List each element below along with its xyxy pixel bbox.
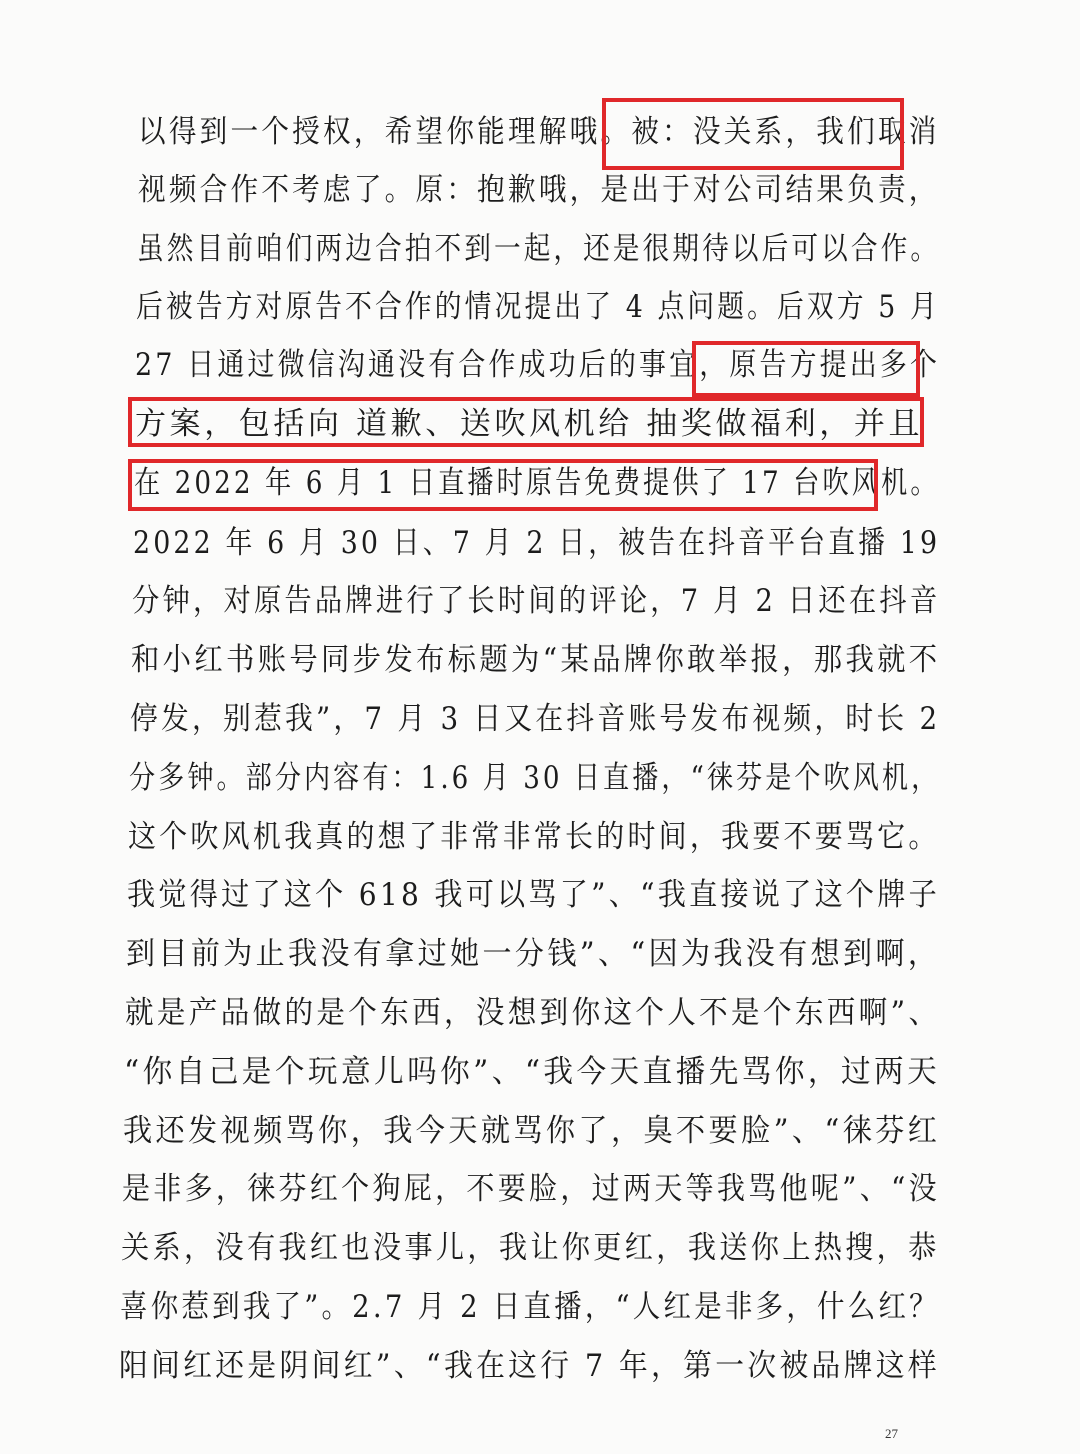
text-line-3: 虽然目前咱们两边合拍不到一起，还是很期待以后可以合作。 xyxy=(137,231,941,267)
text-line-11: 停发，别惹我”，7 月 3 日又在抖音账号发布视频，时长 2 xyxy=(130,701,941,737)
text-line-16: 就是产品做的是个东西，没想到你这个人不是个东西啊”、 xyxy=(125,995,941,1031)
text-line-12: 分多钟。部分内容有：1.6 月 30 日直播，“徕芬是个吹风机， xyxy=(129,760,941,796)
text-line-19: 是非多，徕芬红个狗屁，不要脸，过两天等我骂他呢”、“没 xyxy=(122,1171,940,1207)
text-line-18: 我还发视频骂你，我今天就骂你了，臭不要脸”、“徕芬红 xyxy=(123,1113,941,1149)
highlight-box-4 xyxy=(128,459,878,511)
text-line-1: 以得到一个授权，希望你能理解哦。被：没关系，我们取消 xyxy=(138,114,940,150)
highlight-box-1 xyxy=(602,98,904,170)
text-line-10: 和小红书账号同步发布标题为“某品牌你敢举报，那我就不 xyxy=(131,642,941,678)
text-line-4: 后被告方对原告不合作的情况提出了 4 点问题。后双方 5 月 xyxy=(136,289,940,325)
text-line-20: 关系，没有我红也没事儿，我让你更红，我送你上热搜，恭 xyxy=(121,1230,940,1266)
text-line-8: 2022 年 6 月 30 日、7 月 2 日，被告在抖音平台直播 19 xyxy=(133,525,941,561)
text-line-9: 分钟，对原告品牌进行了长时间的评论，7 月 2 日还在抖音 xyxy=(132,583,941,619)
text-line-7: 在 2022 年 6 月 1 日直播时原告免费提供了 17 台吹风机。 xyxy=(134,465,940,501)
text-line-17: “你自己是个玩意儿吗你”、“我今天直播先骂你，过两天 xyxy=(124,1054,941,1090)
highlight-box-3 xyxy=(128,397,924,447)
text-line-13: 这个吹风机我真的想了非常非常长的时间，我要不要骂它。 xyxy=(128,819,940,855)
text-line-22: 阳间红还是阴间红”、“我在这行 7 年，第一次被品牌这样 xyxy=(119,1348,940,1384)
text-line-6: 方案，包括向 道歉、送吹风机给 抽奖做福利，并且 xyxy=(135,406,924,442)
text-line-5: 27 日通过微信沟通没有合作成功后的事宜，原告方提出多个 xyxy=(135,347,941,383)
text-line-21: 喜你惹到我了”。2.7 月 2 日直播，“人红是非多，什么红？ xyxy=(120,1289,940,1325)
highlight-box-2 xyxy=(692,341,920,397)
text-line-14: 我觉得过了这个 618 我可以骂了”、“我直接说了这个牌子 xyxy=(127,877,941,913)
page-number: 27 xyxy=(885,1426,898,1441)
text-line-2: 视频合作不考虑了。原：抱歉哦，是出于对公司结果负责， xyxy=(138,172,940,208)
text-line-15: 到目前为止我没有拿过她一分钱”、“因为我没有想到啊， xyxy=(126,936,941,972)
